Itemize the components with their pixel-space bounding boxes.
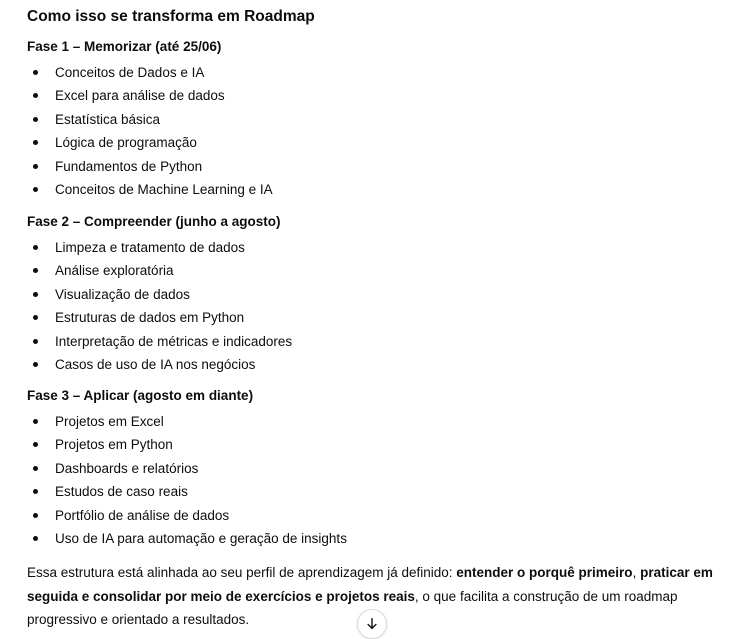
summary-text: ,	[632, 565, 641, 580]
bullet-icon	[33, 292, 38, 297]
list-item-text: Projetos em Excel	[55, 414, 164, 429]
list-item	[27, 238, 292, 261]
list-item	[27, 332, 292, 355]
bullet-icon	[33, 489, 38, 494]
list-item-text: Análise exploratória	[55, 263, 174, 279]
phase-2-title: Fase 2 – Compreender (junho a agosto)	[27, 214, 281, 229]
bullet-icon	[33, 268, 38, 273]
list-item	[27, 308, 292, 331]
bullet-icon	[33, 339, 38, 344]
summary-emphasis: entender o porquê primeiro	[456, 565, 633, 580]
list-item-text: Conceitos de Machine Learning e IA	[55, 181, 273, 197]
bullet-icon	[33, 93, 38, 98]
summary-text: Essa estrutura está alinhada ao seu perfil de aprendizagem já definido:	[27, 565, 457, 580]
scroll-to-bottom-button[interactable]	[357, 609, 387, 639]
list-item	[27, 459, 347, 482]
summary-emphasis: praticar em seguida e consolidar por meio de exercícios e projetos reais	[27, 565, 713, 604]
phase-1-list	[27, 63, 273, 203]
bullet-icon	[33, 442, 38, 447]
list-item-text: Lógica de programação	[55, 135, 197, 151]
bullet-icon	[33, 466, 38, 471]
bullet-icon	[33, 245, 38, 250]
list-item	[27, 482, 347, 505]
bullet-icon	[33, 187, 38, 192]
bullet-icon	[33, 70, 38, 75]
arrow-down-icon	[365, 617, 379, 631]
list-item-text: Projetos em Python	[55, 437, 173, 453]
list-item	[27, 261, 292, 284]
phase-3-list	[27, 412, 347, 552]
phase-1-title: Fase 1 – Memorizar (até 25/06)	[27, 39, 222, 54]
list-item-text: Casos de uso de IA nos negócios	[55, 356, 256, 372]
bullet-icon	[33, 164, 38, 169]
list-item	[27, 180, 273, 203]
phase-2-list	[27, 238, 292, 378]
list-item	[27, 355, 292, 378]
bullet-icon	[33, 362, 38, 367]
list-item	[27, 529, 347, 552]
list-item	[27, 110, 273, 133]
list-item-text: Dashboards e relatórios	[55, 460, 199, 476]
list-item-text: Estatística básica	[55, 111, 161, 127]
list-item-text: Portfólio de análise de dados	[55, 507, 230, 523]
list-item	[27, 285, 292, 308]
list-item-text: Estudos de caso reais	[55, 484, 188, 500]
list-item	[27, 157, 273, 180]
list-item-text: Interpretação de métricas e indicadores	[55, 333, 293, 349]
list-item	[27, 506, 347, 529]
list-item-text: Excel para análise de dados	[55, 88, 225, 104]
section-heading: Como isso se transforma em Roadmap	[27, 8, 315, 25]
list-item	[27, 435, 347, 458]
summary-text: , o que facilita a construção de um roadmap progressivo e orientado a resultados.	[27, 588, 678, 627]
bullet-icon	[33, 117, 38, 122]
bullet-icon	[33, 536, 38, 541]
bullet-icon	[33, 419, 38, 424]
bullet-icon	[33, 315, 38, 320]
list-item	[27, 412, 347, 435]
list-item-text: Conceitos de Dados e IA	[55, 65, 205, 80]
list-item-text: Fundamentos de Python	[55, 158, 203, 174]
list-item	[27, 133, 273, 156]
list-item	[27, 86, 273, 109]
list-item-text: Uso de IA para automação e geração de insights	[55, 530, 347, 546]
bullet-icon	[33, 513, 38, 518]
bullet-icon	[33, 140, 38, 145]
list-item	[27, 63, 273, 86]
phase-3-title: Fase 3 – Aplicar (agosto em diante)	[27, 388, 254, 403]
list-item-text: Estruturas de dados em Python	[55, 310, 245, 326]
list-item-text: Limpeza e tratamento de dados	[55, 240, 245, 255]
list-item-text: Visualização de dados	[55, 286, 190, 302]
